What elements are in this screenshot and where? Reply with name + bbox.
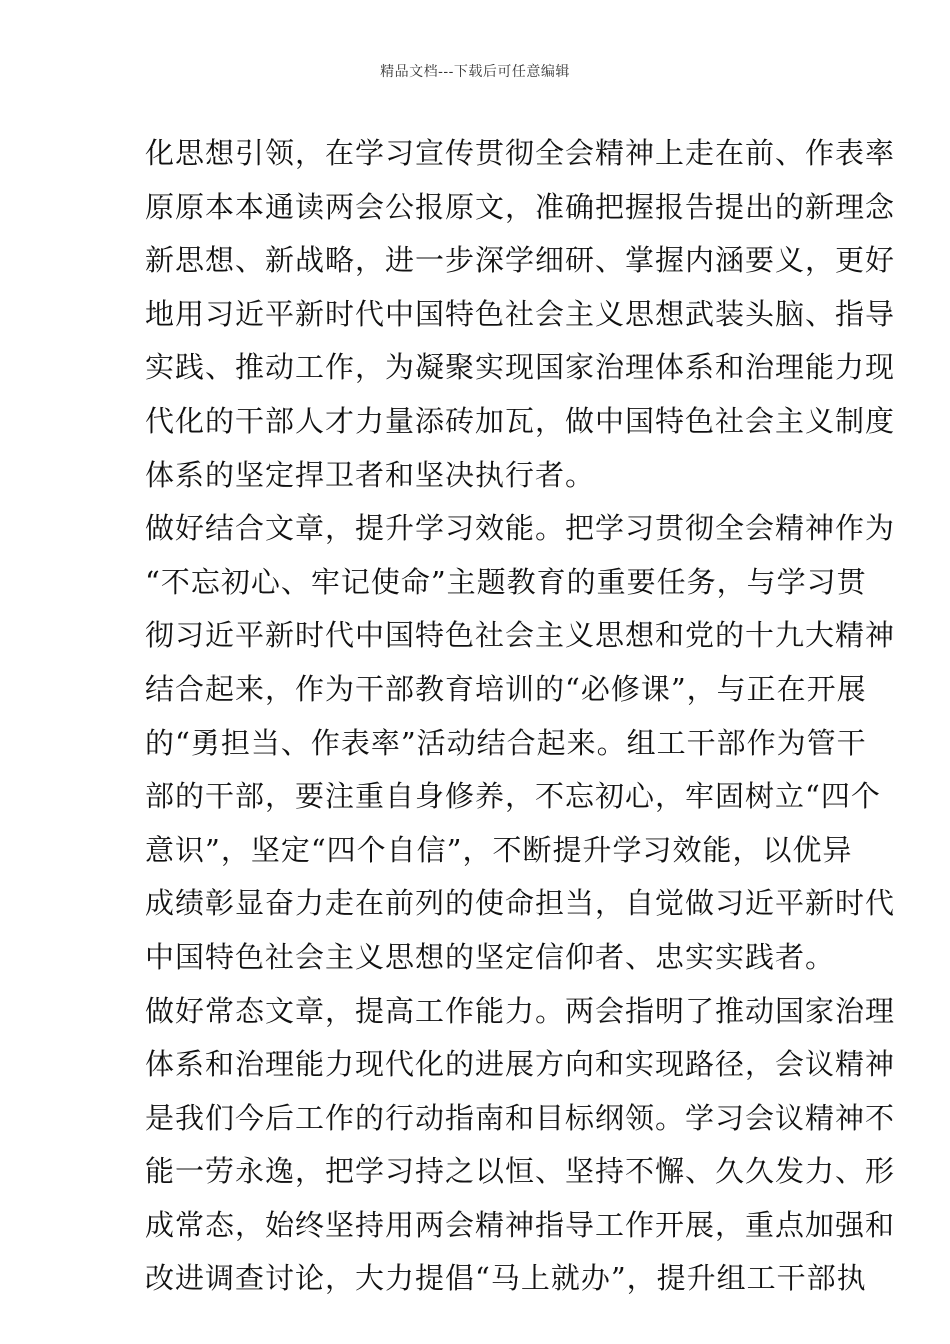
text-line: 化思想引领，在学习宣传贯彻全会精神上走在前、作表率: [145, 136, 896, 170]
text-line: 代化的干部人才力量添砖加瓦，做中国特色社会主义制度: [145, 403, 896, 438]
text-line: 做好常态文章，提高工作能力。两会指明了推动国家治理: [145, 993, 896, 1028]
text-line: 意识”，坚定“四个自信”，不断提升学习效能，以优异: [145, 832, 853, 867]
text-line: 成常态，始终坚持用两会精神指导工作开展，重点加强和: [145, 1207, 896, 1242]
text-line: 地用习近平新时代中国特色社会主义思想武装头脑、指导: [145, 296, 896, 331]
text-line: 实践、推动工作，为凝聚实现国家治理体系和治理能力现: [145, 350, 896, 385]
document-body: [145, 127, 896, 1306]
page-header: 精品文档---下载后可任意编辑: [380, 64, 570, 80]
text-line: 中国特色社会主义思想的坚定信仰者、忠实实践者。: [145, 939, 836, 974]
text-line: 的“勇担当、作表率”活动结合起来。组工干部作为管干: [145, 725, 867, 760]
text-line: 改进调查讨论，大力提倡“马上就办”，提升组工干部执: [145, 1261, 867, 1296]
text-line: 体系和治理能力现代化的进展方向和实现路径，会议精神: [145, 1047, 896, 1082]
text-line: 原原本本通读两会公报原文，准确把握报告提出的新理念: [145, 189, 896, 224]
text-line: 做好结合文章，提升学习效能。把学习贯彻全会精神作为: [145, 511, 896, 546]
text-line: 是我们今后工作的行动指南和目标纲领。学习会议精神不: [145, 1100, 896, 1135]
text-line: 能一劳永逸，把学习持之以恒、坚持不懈、久久发力、形: [145, 1154, 896, 1189]
text-line: 成绩彰显奋力走在前列的使命担当，自觉做习近平新时代: [145, 886, 896, 921]
text-line: 部的干部，要注重自身修养，不忘初心，牢固树立“四个: [145, 779, 881, 814]
text-line: “不忘初心、牢记使命”主题教育的重要任务，与学习贯: [145, 564, 867, 599]
text-line: 彻习近平新时代中国特色社会主义思想和党的十九大精神: [145, 618, 896, 653]
text-line: 体系的坚定捍卫者和坚决执行者。: [145, 457, 596, 492]
text-line: 结合起来，作为干部教育培训的“必修课”，与正在开展: [145, 671, 867, 706]
text-line: 新思想、新战略，进一步深学细研、掌握内涵要义，更好: [145, 243, 896, 278]
